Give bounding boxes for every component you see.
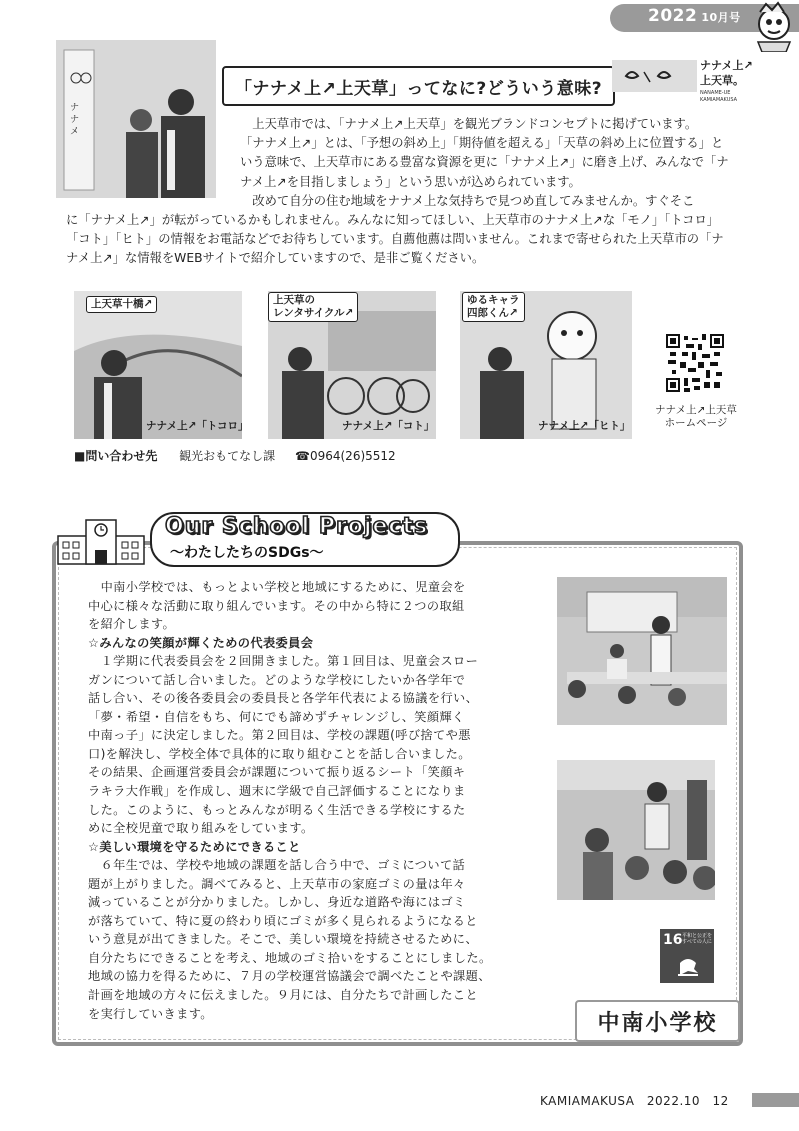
section-banner-subtitle: 〜わたしたちのSDGs〜 (170, 545, 324, 561)
school-building-icon (56, 512, 146, 566)
article-line: 中南っ子」に決定しました。第２回目は、学校の課題(呼び捨てや悪 (88, 728, 471, 743)
photo-label-koto: 上天草の レンタサイクル↗ (268, 292, 358, 322)
article-line: 自分たちにできることを考え、地域のゴミ拾いをすることにしました。 (88, 950, 492, 965)
article-line: めに全校児童で取り組みをしています。 (88, 821, 314, 836)
photo-caption-koto: ナナメ上↗「コト」 (342, 420, 435, 432)
article-heading: ☆みんなの笑顔が輝くための代表委員会 (88, 635, 314, 650)
svg-text:ナ: ナ (70, 103, 80, 113)
classroom-photo-1 (557, 577, 727, 725)
article-line: その結果、企画運営委員会が課題について振り返るシート「笑顔キ (88, 765, 466, 780)
intro-title: 「ナナメ上↗上天草」ってなに?どういう意味? (222, 66, 615, 106)
article-line: 題が上がりました。調べてみると、上天草市の家庭ゴミの量は年々 (88, 876, 466, 891)
article-line: 中南小学校では、もっとよい学校と地域にするために、児童会を (88, 580, 466, 594)
page-footer: KAMIAMAKUSA 2022.10 12 (540, 1094, 729, 1108)
article-line: １学期に代表委員会を２回開きました。第１回目は、児童会スロー (88, 654, 479, 669)
article-line: 話し合い、その後各委員会の委員長と各学年代表による協議を行い、 (88, 691, 479, 706)
photo-tokoro (74, 291, 242, 439)
contact-dept: 観光おもてなし課 (179, 449, 276, 463)
article-line: が落ちていて、特に夏の終わり頃にゴミが多く見られるようになると (88, 913, 478, 928)
article-line: 計画を地域の方々に伝えました。９月には、自分たちで計画したこと (88, 988, 479, 1003)
svg-text:ナ: ナ (70, 115, 80, 125)
qr-code[interactable] (666, 334, 724, 392)
brand-logo-text: ナナメ上↗ 上天草。 (700, 59, 753, 87)
article-line: 口)を解決し、学校全体で具体的に取り組むことを話し合いました。 (88, 746, 471, 761)
article-line: 中心に様々な活動に取り組んでいます。その中から特に２つの取組 (88, 598, 465, 613)
qr-caption: ナナメ上↗上天草 ホームページ (655, 404, 737, 429)
article-line: いう意見が出てきました。そこで、美しい環境を持続させるために、 (88, 932, 478, 947)
article-line: 地域の協力を得るために、７月の学校運営協議会で調べたことや課題、 (88, 969, 491, 984)
school-name: 中南小学校 (575, 1000, 740, 1042)
svg-text:メ: メ (70, 127, 80, 137)
classroom-photo-2 (557, 760, 715, 900)
article-line: 減っていることが分かりました。しかし、身近な道路や海にはゴミ (88, 895, 466, 910)
contact-label: ■問い合わせ先 (74, 449, 158, 463)
brand-logo-subtext: NANAME-UE KAMIAMAKUSA (700, 90, 738, 103)
photo-caption-hito: ナナメ上↗「ヒト」 (538, 420, 631, 432)
article-line: ラキラ大作戦」を作成し、週末に学級で自己評価することになりま (88, 784, 466, 799)
contact-tel: ☎0964(26)5512 (295, 449, 396, 463)
article-line: ６年生では、学校や地域の課題を話し合う中で、ゴミについて話 (88, 858, 466, 873)
footer-bar (752, 1093, 799, 1107)
section-banner-title: Our School Projects (165, 514, 429, 539)
intro-photo (56, 40, 216, 198)
photo-label-hito: ゆるキャラ 四郎くん↗ (462, 292, 525, 322)
brand-logo (612, 60, 697, 92)
issue-date: 2022 10月号 (648, 6, 741, 26)
photo-label-tokoro: 上天草十橋↗ (86, 296, 157, 313)
article-line: を実行していきます。 (88, 1006, 213, 1021)
sdg-16-icon: 16 平和と公正を すべての人に (660, 929, 714, 983)
contact-info (74, 447, 396, 464)
school-article-body (88, 578, 546, 1023)
article-heading: ☆美しい環境を守るためにできること (88, 839, 301, 854)
photo-caption-tokoro: ナナメ上↗「トコロ」 (146, 420, 249, 432)
article-line: を紹介します。 (88, 617, 176, 632)
intro-paragraph-1: 上天草市では、「ナナメ上↗上天草」を観光ブランドコンセプトに掲げています。 「ナナメ上↗」とは、「予想の斜め上」「期待値を超える」「天草の斜め上に位置する」と いう意味で、上天草市にある豊富な資源を更に「ナナメ上↗」に磨き上げ、みんなで「ナ ナメ上↗を目指しましょう」という思いが込められています。 改めて自分の住む地域をナナメ上な気持ちで見つめ直してみませんか。すぐそこ (240, 117, 729, 208)
article-line: ガンについて話し合いました。どのような学校にしたいか各学年で (88, 672, 466, 687)
mascot-icon (748, 0, 798, 52)
intro-paragraph-2: に「ナナメ上↗」が転がっているかもしれません。みんなに知ってほしい、上天草市のナナメ上↗な「モノ」「トコロ」 「コト」「ヒト」の情報をお電話などでお待ちしています。自薦他薦は問いません。これまで寄せられた上天草市の「ナ ナメ上↗」な情報をWEBサイトで紹介していますので、是非ご覧ください。 (66, 213, 724, 266)
article-line: 「夢・希望・自信をもち、何にでも諦めずチャレンジし、笑顔輝く (88, 709, 465, 724)
article-line: した。このように、もっとみんなが明るく生活できる学校にするた (88, 802, 466, 817)
